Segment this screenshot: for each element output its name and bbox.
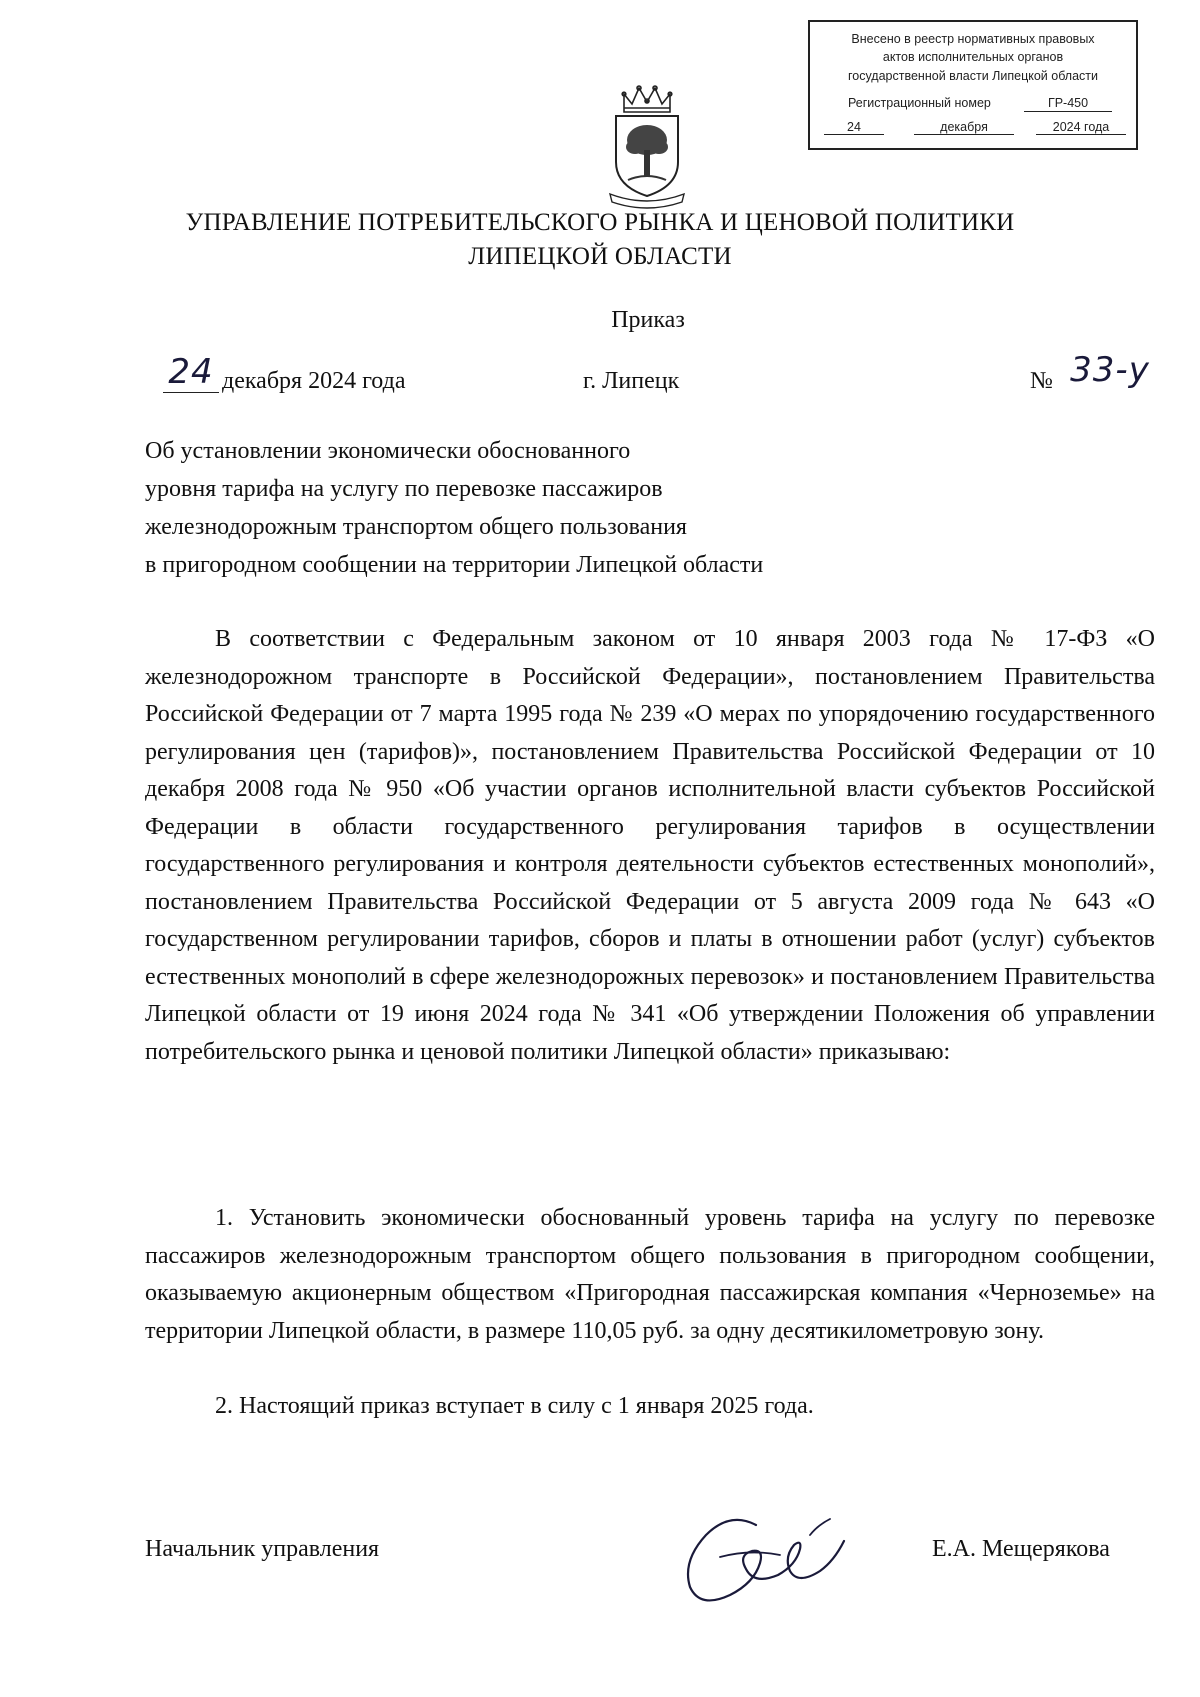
clause-1-paragraph (145, 1200, 1155, 1350)
preamble-paragraph (145, 621, 1155, 1071)
subject-line: Об установлении экономически обоснованного (145, 438, 631, 464)
stamp-line-1: Внесено в реестр нормативных правовых (851, 32, 1095, 46)
subject-line: в пригородном сообщении на территории Липецкой области (145, 552, 764, 578)
signatory-position: Начальник управления (145, 1536, 380, 1562)
subject-line: железнодорожным транспортом общего пользования (145, 514, 687, 540)
stamp-reg-number: ГР-450 (1024, 96, 1112, 112)
paragraph-text: 1. Установить экономически обоснованный уровень тарифа на услугу по перевозке пассажиров железнодорожным транспортом общего пользования в пригородном сообщении, оказываемую акционерным обществом «Пригородная пассажирская компания «Черноземье» на территории Липецкой области, в размере 110,05 руб. за одну десятикилометровую зону. (145, 1205, 1155, 1344)
organization-name-line-2: ЛИПЕЦКОЙ ОБЛАСТИ (468, 243, 732, 270)
stamp-reg-label: Регистрационный номер (848, 96, 991, 110)
clause-2-paragraph (145, 1388, 1155, 1426)
coat-of-arms-icon (602, 82, 692, 212)
order-city: г. Липецк (583, 368, 680, 394)
paragraph-text: В соответствии с Федеральным законом от 10 января 2003 года № 17-ФЗ «О железнодорожном транспорте в Российской Федерации», постановлением Правительства Российской Федерации от 7 марта 1995 года № 239 «О мерах по упорядочению государственного регулирования цен (тарифов)», постановлением Правительства Российской Федерации от 10 декабря 2008 года № 950 «Об участии органов исполнительной власти субъектов Российской Федерации в области государственного регулирования тарифов в осуществлении государственного регулирования и контроля деятельности субъектов естественных монополий», постановлением Правительства Российской Федерации от 5 августа 2009 года № 643 «О государственном регулировании тарифов, сборов и платы в отношении работ (услуг) субъектов естественных монополий в сфере железнодорожных перевозок» и постановлением Правительства Липецкой области от 19 июня 2024 года № 341 «Об утверждении Положения об управлении потребительского рынка и ценовой политики Липецкой области» приказываю: (145, 626, 1155, 1065)
paragraph-text: 2. Настоящий приказ вступает в силу с 1 января 2025 года. (215, 1393, 814, 1419)
order-number-label: № (1030, 368, 1053, 394)
handwritten-order-number: 33-у (1070, 350, 1150, 390)
signatory-name: Е.А. Мещерякова (932, 1536, 1110, 1562)
order-date: декабря 2024 года (222, 368, 406, 394)
subject-line: уровня тарифа на услугу по перевозке пассажиров (145, 476, 663, 502)
stamp-line-3: государственной власти Липецкой области (847, 69, 1099, 83)
handwritten-day: 24 (163, 352, 219, 393)
registry-stamp (808, 20, 1138, 150)
order-subject (145, 432, 763, 584)
stamp-line-2: актов исполнительных органов (882, 50, 1064, 64)
document-type: Приказ (611, 307, 685, 333)
organization-name-line-1: УПРАВЛЕНИЕ ПОТРЕБИТЕЛЬСКОГО РЫНКА И ЦЕНОВОЙ ПОЛИТИКИ (185, 209, 1015, 236)
handwritten-signature-icon (660, 1505, 860, 1615)
stamp-year: 2024 года (1036, 120, 1126, 135)
stamp-month: декабря (914, 120, 1014, 135)
stamp-day: 24 (824, 120, 884, 135)
